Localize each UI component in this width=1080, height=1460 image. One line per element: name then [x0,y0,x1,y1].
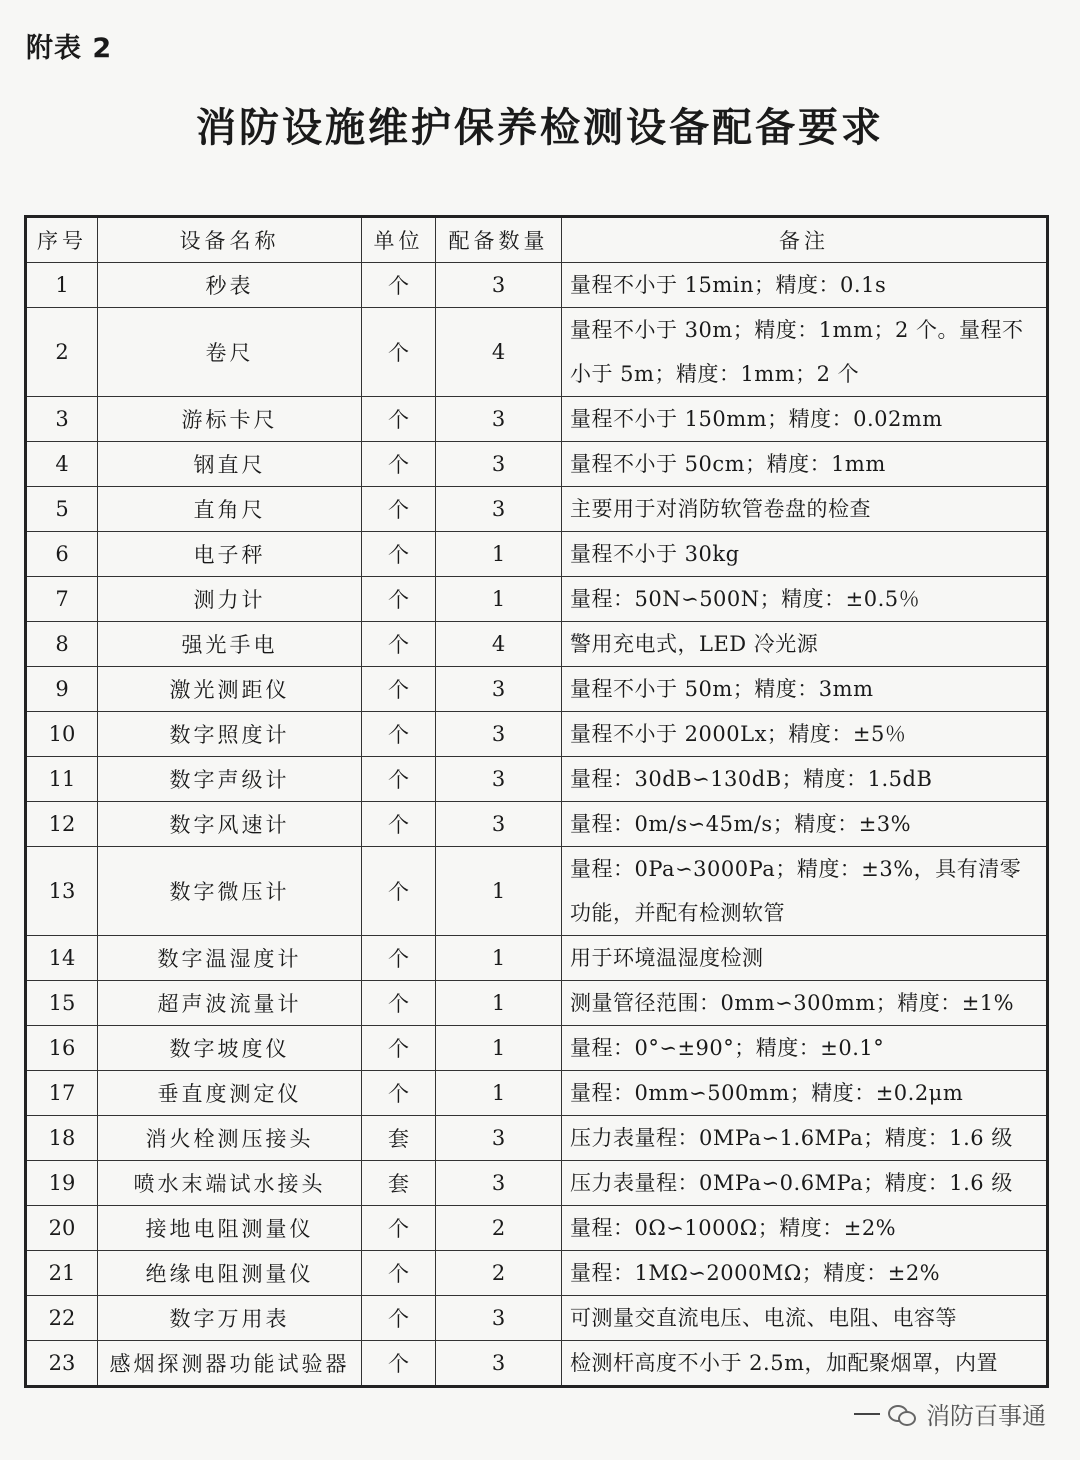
equipment-name: 消火栓测压接头 [98,1116,362,1161]
equipment-name: 数字温湿度计 [98,936,362,981]
note-cell: 量程不小于 15min；精度：0.1s [562,263,1048,308]
quantity-cell: 3 [436,712,562,757]
row-number: 12 [26,802,98,847]
table-header-row [26,217,1048,263]
note-cell: 量程：30dB∽130dB；精度：1.5dB [562,757,1048,802]
row-number: 19 [26,1161,98,1206]
equipment-name: 数字微压计 [98,847,362,936]
wechat-icon [888,1403,918,1425]
note-cell: 量程不小于 30kg [562,532,1048,577]
table-row [26,712,1048,757]
quantity-cell: 2 [436,1206,562,1251]
quantity-cell: 3 [436,1296,562,1341]
equipment-name: 钢直尺 [98,442,362,487]
row-number: 10 [26,712,98,757]
quantity-cell: 3 [436,1341,562,1387]
table-row [26,847,1048,936]
note-cell: 用于环境温湿度检测 [562,936,1048,981]
row-number: 3 [26,397,98,442]
quantity-cell: 3 [436,802,562,847]
note-cell: 量程不小于 2000Lx；精度：±5％ [562,712,1048,757]
dash-line [854,1413,880,1415]
unit-cell: 个 [362,667,436,712]
equipment-name: 数字声级计 [98,757,362,802]
unit-cell: 个 [362,1296,436,1341]
quantity-cell: 1 [436,532,562,577]
quantity-cell: 3 [436,1116,562,1161]
row-number: 6 [26,532,98,577]
header-qty: 配备数量 [436,217,562,263]
note-cell: 主要用于对消防软管卷盘的检查 [562,487,1048,532]
unit-cell: 个 [362,442,436,487]
quantity-cell: 3 [436,1161,562,1206]
quantity-cell: 1 [436,847,562,936]
table-row [26,1341,1048,1387]
equipment-name: 测力计 [98,577,362,622]
quantity-cell: 4 [436,622,562,667]
quantity-cell: 1 [436,981,562,1026]
equipment-name: 喷水末端试水接头 [98,1161,362,1206]
appendix-label: 附表 2 [26,33,113,64]
unit-cell: 个 [362,757,436,802]
row-number: 4 [26,442,98,487]
note-cell: 量程：0m/s∽45m/s；精度：±3% [562,802,1048,847]
equipment-name: 接地电阻测量仪 [98,1206,362,1251]
equipment-name: 数字照度计 [98,712,362,757]
table-row [26,1116,1048,1161]
watermark [854,1396,1046,1431]
table-row [26,757,1048,802]
equipment-name: 直角尺 [98,487,362,532]
table-body [26,263,1048,1387]
quantity-cell: 4 [436,308,562,397]
quantity-cell: 3 [436,487,562,532]
unit-cell: 个 [362,847,436,936]
header-unit: 单位 [362,217,436,263]
equipment-name: 电子秤 [98,532,362,577]
equipment-name: 超声波流量计 [98,981,362,1026]
equipment-name: 游标卡尺 [98,397,362,442]
table-row [26,1206,1048,1251]
equipment-name: 数字万用表 [98,1296,362,1341]
unit-cell: 个 [362,1251,436,1296]
unit-cell: 个 [362,1341,436,1387]
row-number: 8 [26,622,98,667]
row-number: 15 [26,981,98,1026]
note-cell: 量程不小于 150mm；精度：0.02mm [562,397,1048,442]
table-row [26,532,1048,577]
unit-cell: 个 [362,487,436,532]
note-cell: 量程不小于 50m；精度：3mm [562,667,1048,712]
quantity-cell: 1 [436,1071,562,1116]
table-row [26,577,1048,622]
row-number: 18 [26,1116,98,1161]
table-row [26,622,1048,667]
unit-cell: 个 [362,622,436,667]
equipment-name: 卷尺 [98,308,362,397]
quantity-cell: 3 [436,442,562,487]
table-row [26,1161,1048,1206]
unit-cell: 个 [362,263,436,308]
table-row [26,981,1048,1026]
header-note: 备注 [562,217,1048,263]
unit-cell: 个 [362,1026,436,1071]
note-cell: 量程：50N∽500N；精度：±0.5％ [562,577,1048,622]
quantity-cell: 3 [436,667,562,712]
note-cell: 量程：0Ω∽1000Ω；精度：±2% [562,1206,1048,1251]
quantity-cell: 1 [436,577,562,622]
unit-cell: 个 [362,712,436,757]
unit-cell: 个 [362,1071,436,1116]
header-name: 设备名称 [98,217,362,263]
unit-cell: 个 [362,981,436,1026]
row-number: 17 [26,1071,98,1116]
equipment-name: 秒表 [98,263,362,308]
equipment-name: 激光测距仪 [98,667,362,712]
unit-cell: 个 [362,577,436,622]
quantity-cell: 2 [436,1251,562,1296]
row-number: 14 [26,936,98,981]
row-number: 7 [26,577,98,622]
note-cell: 量程：0Pa∽3000Pa；精度：±3%，具有清零功能，并配有检测软管 [562,847,1048,936]
table-row [26,667,1048,712]
row-number: 9 [26,667,98,712]
note-cell: 量程不小于 50cm；精度：1mm [562,442,1048,487]
note-cell: 检测杆高度不小于 2.5m，加配聚烟罩，内置 [562,1341,1048,1387]
row-number: 1 [26,263,98,308]
equipment-name: 数字坡度仪 [98,1026,362,1071]
row-number: 16 [26,1026,98,1071]
row-number: 11 [26,757,98,802]
table-row [26,1026,1048,1071]
quantity-cell: 1 [436,936,562,981]
table-row [26,1251,1048,1296]
equipment-name: 绝缘电阻测量仪 [98,1251,362,1296]
unit-cell: 个 [362,532,436,577]
document-title: 消防设施维护保养检测设备配备要求 [196,105,884,151]
row-number: 23 [26,1341,98,1387]
quantity-cell: 3 [436,263,562,308]
equipment-name: 垂直度测定仪 [98,1071,362,1116]
note-cell: 量程：1MΩ∽2000MΩ；精度：±2% [562,1251,1048,1296]
unit-cell: 个 [362,397,436,442]
unit-cell: 套 [362,1116,436,1161]
table-row [26,487,1048,532]
note-cell: 量程：0mm∽500mm；精度：±0.2μm [562,1071,1048,1116]
row-number: 5 [26,487,98,532]
table-row [26,1071,1048,1116]
note-cell: 量程：0°∽±90°；精度：±0.1° [562,1026,1048,1071]
table-row [26,936,1048,981]
table-row [26,263,1048,308]
equipment-name: 强光手电 [98,622,362,667]
note-cell: 可测量交直流电压、电流、电阻、电容等 [562,1296,1048,1341]
quantity-cell: 3 [436,397,562,442]
row-number: 20 [26,1206,98,1251]
unit-cell: 个 [362,308,436,397]
equipment-name: 感烟探测器功能试验器 [98,1341,362,1387]
note-cell: 测量管径范围：0mm∽300mm；精度：±1% [562,981,1048,1026]
table-row [26,442,1048,487]
row-number: 22 [26,1296,98,1341]
row-number: 2 [26,308,98,397]
note-cell: 警用充电式，LED 冷光源 [562,622,1048,667]
quantity-cell: 1 [436,1026,562,1071]
note-cell: 压力表量程：0MPa∽1.6MPa；精度：1.6 级 [562,1116,1048,1161]
unit-cell: 个 [362,1206,436,1251]
row-number: 21 [26,1251,98,1296]
equipment-name: 数字风速计 [98,802,362,847]
watermark-text: 消防百事通 [926,1402,1046,1430]
row-number: 13 [26,847,98,936]
table-row [26,397,1048,442]
unit-cell: 套 [362,1161,436,1206]
quantity-cell: 3 [436,757,562,802]
unit-cell: 个 [362,802,436,847]
header-no: 序号 [26,217,98,263]
table-row [26,802,1048,847]
unit-cell: 个 [362,936,436,981]
note-cell: 压力表量程：0MPa∽0.6MPa；精度：1.6 级 [562,1161,1048,1206]
note-cell: 量程不小于 30m；精度：1mm；2 个。量程不小于 5m；精度：1mm；2 个 [562,308,1048,397]
table-row [26,308,1048,397]
table-row [26,1296,1048,1341]
equipment-table [24,215,1049,1388]
